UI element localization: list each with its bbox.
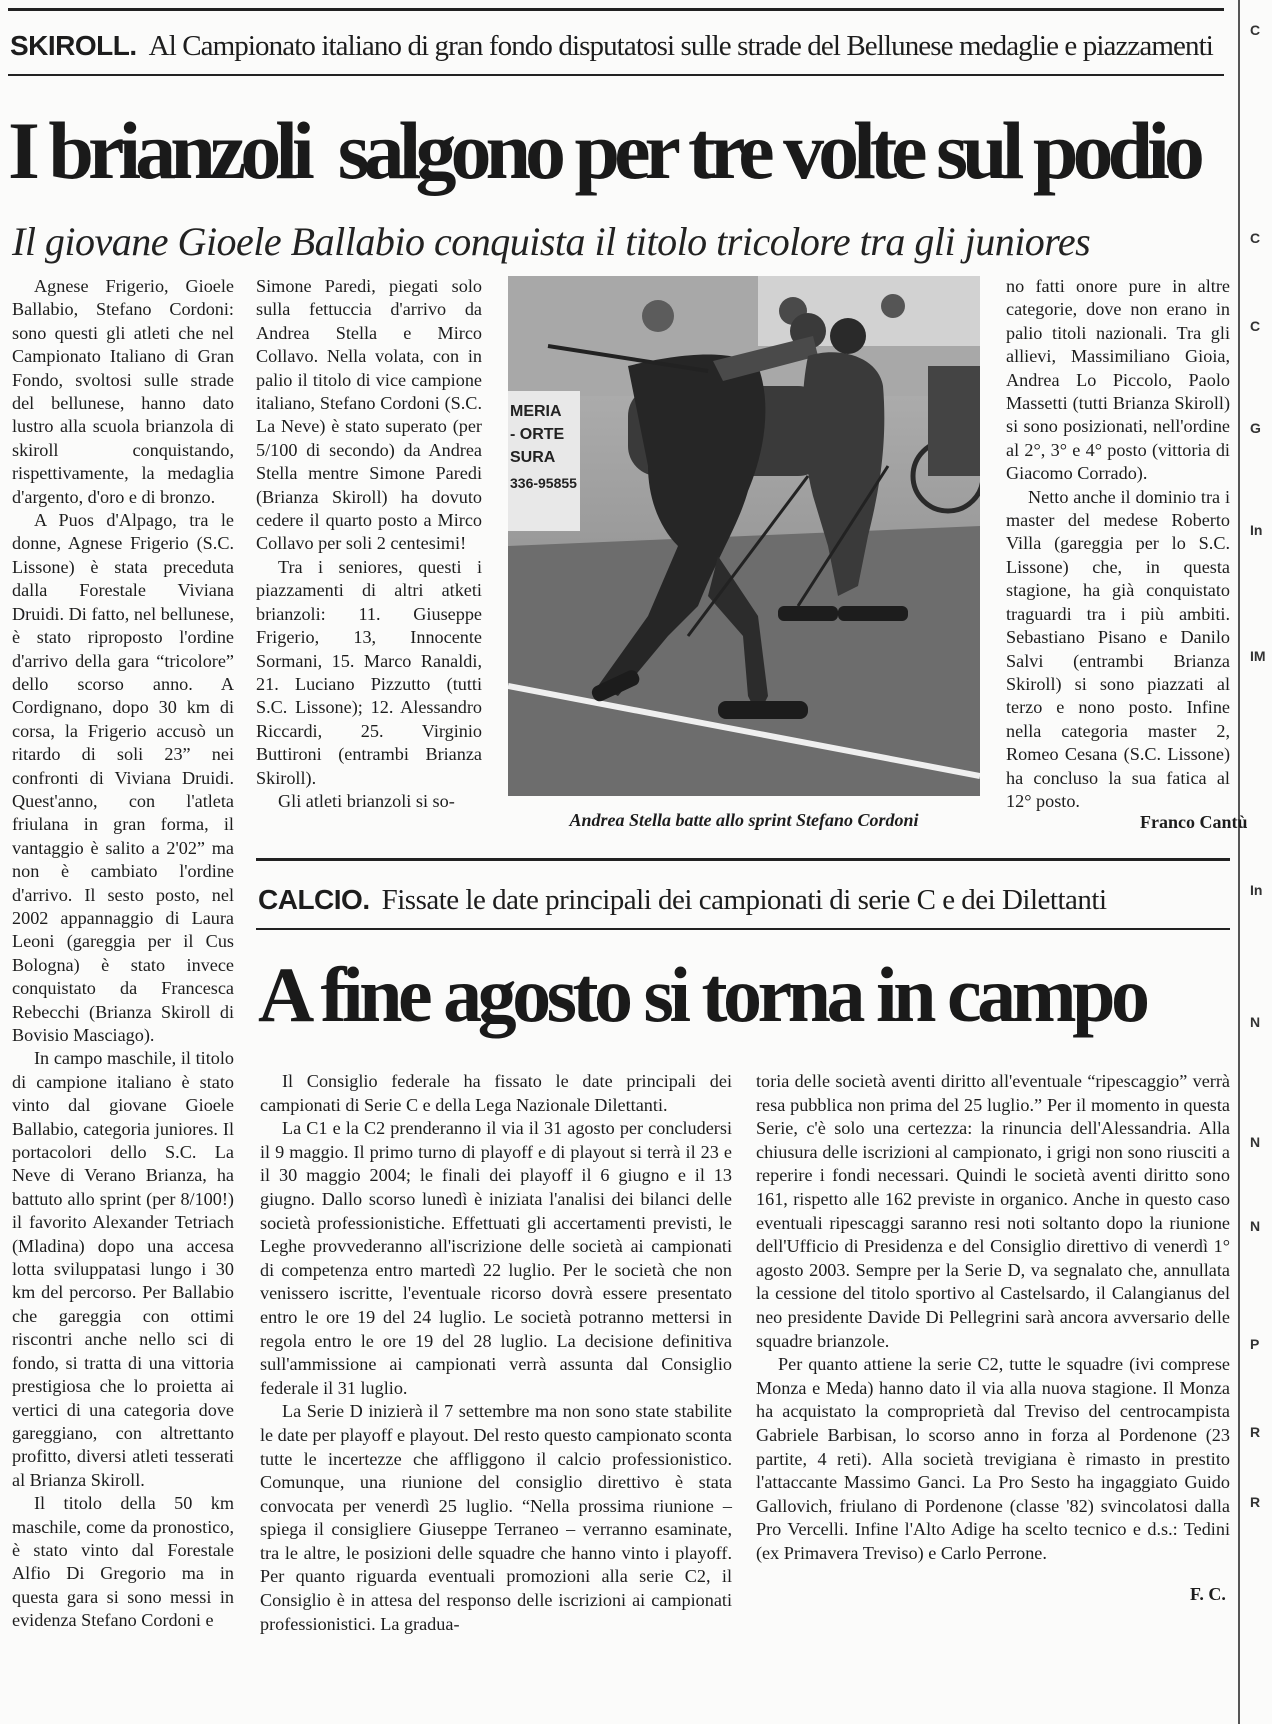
article1-kicker-text: Al Campionato italiano di gran fondo disputatosi sulle strade del Bellunese medaglie e piazzamenti: [148, 30, 1213, 62]
article2-colA-paragraph: La Serie D inizierà il 7 settembre ma non sono state stabilite le date per playoff e playout. Del resto questo campionato sconta tutte le incertezze che affliggono il calcio professionistico. Comunque, una riunione del consiglio direttivo è stata convocata per venerdì 25 luglio. “Nella prossima riunione – spiega il consigliere Giuseppe Terraneo – verranno esaminate, tra le altre, le posizioni delle squadre che hanno vinto i playoff. Per quanto riguarda eventuali promozioni alla serie C2, il Consiglio è in attesa del responso delle iscrizioni ai campionati professionistici. La gradua-: [260, 1401, 732, 1634]
article1-kicker-rule: [8, 74, 1224, 76]
margin-letter: In: [1250, 882, 1263, 898]
photo-sign-line: 336-95855: [510, 475, 577, 491]
article2-headline: A fine agosto si torna in campo: [258, 951, 1146, 1038]
article2-top-rule: [256, 858, 1230, 861]
article1-column-1: [12, 275, 234, 1633]
margin-letter: R: [1250, 1424, 1261, 1440]
margin-letter: N: [1250, 1014, 1261, 1030]
article2-column-a: [260, 1070, 732, 1636]
article1-kicker: [10, 30, 1213, 63]
margin-letter: C: [1250, 318, 1261, 334]
photo-sign-line: MERIA: [510, 403, 562, 420]
article2-byline: F. C.: [1190, 1584, 1226, 1604]
article1-col3-paragraph: no fatti onore pure in altre categorie, dove non erano in palio titoli nazionali. Tra gli allievi, Massimiliano Gioia, Andrea Lo Piccolo, Paolo Massetti (tutti Brianza Skiroll) si sono posizionati, nell'ordine al 2°, 3° e 4° posto (vittoria di Giacomo Corrado).: [1006, 276, 1230, 484]
article1-col2-paragraph: Gli atleti brianzoli si so-: [278, 790, 455, 811]
article1-col1-paragraph: A Puos d'Alpago, tra le donne, Agnese Frigerio (S.C. Lissone) è stata preceduta dalla Forestale Viviana Druidi. Di fatto, nel bellunese, è stato riproposto l'ordine d'arrivo della gara “tricolore” dello scorso anno. A Cordignano, dopo 30 km di corsa, la Frigerio accusò un ritardo di soli 23” nei confronti di Viviana Druidi. Quest'anno, con l'atleta friulana in gran forma, il vantaggio è salito a 2'02” ma non è cambiato l'ordine d'arrivo. Il sesto posto, nel 2002 appannaggio di Laura Leoni (gareggia per il Cus Bologna) è stato invece conquistato da Francesca Rebecchi (Brianza Skiroll di Bovisio Masciago).: [12, 510, 234, 1045]
photo-sign-line: SURA: [510, 449, 556, 466]
article1-col2-paragraph: Tra i seniores, questi i piazzamenti di altri atketi brianzoli: 11. Giuseppe Frigerio, 13, Innocente Sormani, 15. Marco Ranaldi, 21. Luciano Pizzutto (tutti S.C. Lissone); 12. Alessandro Riccardi, 25. Virginio Buttironi (entrambi Brianza Skiroll).: [256, 556, 482, 788]
margin-letter: P: [1250, 1336, 1260, 1352]
article1-column-3: [1006, 275, 1230, 813]
article2-colA-paragraph: Il Consiglio federale ha fissato le date principali dei campionati di Serie C e della Lega Nazionale Dilettanti.: [260, 1071, 732, 1115]
article1-col1-paragraph: Il titolo della 50 km maschile, come da pronostico, è stato vinto dal Forestale Alfio Di Gregorio ma in questa gara si sono messi in evidenza Stefano Cordoni e: [12, 1493, 234, 1631]
article1-col2-paragraph: Simone Paredi, piegati solo sulla fettuccia d'arrivo da Andrea Stella e Mirco Collavo. Nella volata, con in palio il titolo di vice campione italiano, Stefano Cordoni (S.C. La Neve) è stato superato (per 5/100 di secondo) da Andrea Stella mentre Simone Paredi (Brianza Skiroll) ha dovuto cedere il quarto posto a Mirco Collavo per soli 2 centesimi!: [256, 276, 482, 554]
article2-colB-paragraph: toria delle società aventi diritto all'eventuale “ripescaggio” verrà resa pubblica non prima del 25 luglio.” Per il momento in questa Serie, c'è solo una certezza: la rinuncia dell'Alessandria. Alla chiusura delle iscrizioni al campionato, i grigi non sono riusciti a reperire i fondi necessari. Quindi le società aventi diritto sono 161, rispetto alle 162 previste in organico. Anche in questo caso eventuali ripescaggi saranno resi noti soltanto dopo la riunione dell'Ufficio di Presidenza e del Consiglio direttivo di venerdì 1° agosto 2003. Sempre per la Serie D, va segnalato che, annullata la cessione del titolo sportivo al Castelsardo, il Calangianus del neo presidente Davide Di Pellegrini sarà ancora avversario delle squadre brianzole.: [756, 1071, 1230, 1351]
article1-kicker-tag: SKIROLL.: [10, 30, 137, 61]
margin-letter: N: [1250, 1134, 1261, 1150]
top-rule: [8, 8, 1224, 11]
article2-kicker-rule: [256, 928, 1230, 930]
right-column-rule: [1238, 0, 1240, 1724]
margin-letter: N: [1250, 1218, 1261, 1234]
article1-headline: I brianzoli salgono per tre volte sul podio: [8, 105, 1199, 196]
article1-byline: Franco Cantù: [1140, 812, 1248, 832]
article2-kicker-tag: CALCIO.: [258, 884, 370, 915]
article1-col1-paragraph: Agnese Frigerio, Gioele Ballabio, Stefano Cordoni: sono questi gli atleti che nel Campionato Italiano di Gran Fondo, svoltosi sulle strade del bellunese, hanno dato lustro alla scuola brianzola di skiroll conquistando, rispettivamente, la medaglia d'argento, d'oro e di bronzo.: [12, 276, 234, 507]
photo-sign-line: - ORTE: [510, 426, 565, 443]
article1-column-2: [256, 275, 482, 813]
article2-colA-paragraph: La C1 e la C2 prenderanno il via il 31 agosto per concludersi il 9 maggio. Il primo turno di playoff e di playout si terrà il 23 e il 30 maggio 2004; le finali dei playoff il 6 giugno e il 13 giugno. Dallo scorso lunedì è iniziata l'analisi dei bilanci delle società professionistiche. Effettuati gli accertamenti previsti, le Leghe provvederanno all'iscrizione delle società ai campionati di competenza entro martedì 22 luglio. Per le società che non venissero iscritte, l'eventuale ricorso dovrà essere presentato entro le ore 19 del 24 luglio. Le società potranno mettersi in regola entro le ore 19 del 28 luglio. La decisione definitiva sull'ammissione ai campionati verrà assunta dal Consiglio federale il 31 luglio.: [260, 1118, 732, 1398]
photo-caption: Andrea Stella batte allo sprint Stefano Cordoni: [569, 810, 919, 830]
margin-letter: C: [1250, 230, 1261, 246]
article2-column-b: [756, 1070, 1230, 1565]
skiroll-sprint-photo: [508, 276, 980, 796]
article2-colB-paragraph: Per quanto attiene la serie C2, tutte le squadre (ivi comprese Monza e Meda) hanno dato il via alla nuova stagione. Il Monza ha acquistato la comproprietà dal Treviso del centrocampista Gabriele Barbisan, lo scorso anno in forza al Pordenone (23 partite, 4 reti). Alla società trevigiana è rimasto in prestito l'attaccante Massimo Ganci. La Pro Sesto ha ingaggiato Guido Gallovich, friulano di Pordenone (classe '82) svincolatosi dalla Pro Vercelli. Infine l'Alto Adige ha scelto tecnico e d.s.: Tedini (ex Primavera Treviso) e Carlo Perrone.: [756, 1354, 1230, 1563]
margin-letter: R: [1250, 1494, 1261, 1510]
article1-subhead: Il giovane Gioele Ballabio conquista il titolo tricolore tra gli juniores: [12, 219, 1091, 264]
photo-illustration: [508, 276, 980, 796]
article1-col3-paragraph: Netto anche il dominio tra i master del medese Roberto Villa (gareggia per lo S.C. Lissone) che, in questa stagione, ha già conquistato traguardi tra i più ambiti. Sebastiano Pisano e Danilo Salvi (entrambi Brianza Skiroll) si sono piazzati al terzo e nono posto. Infine nella categoria master 2, Romeo Cesana (S.C. Lissone) ha concluso la sua fatica al 12° posto.: [1006, 486, 1230, 811]
margin-letter: IM: [1250, 648, 1266, 664]
margin-letter: C: [1250, 22, 1261, 38]
article2-kicker-text: Fissate le date principali dei campionati di serie C e dei Dilettanti: [381, 884, 1107, 916]
article1-col1-paragraph: In campo maschile, il titolo di campione italiano è stato vinto dal giovane Gioele Ballabio, categoria juniores. Il portacolori dello S.C. La Neve di Verano Brianza, ha battuto allo sprint (per 8/100!) il favorito Alexander Tetriach (Mladina) dopo una accesa lotta sviluppatasi lungo i 30 km del percorso. Per Ballabio che gareggia con ottimi riscontri anche nello sci di fondo, si tratta di una vittoria prestigiosa che lo proietta ai vertici di una categoria dove gareggiano, con altrettanto profitto, diversi atleti tesserati al Brianza Skiroll.: [12, 1048, 234, 1490]
article2-kicker: [258, 884, 1107, 917]
margin-letter: In: [1250, 522, 1263, 538]
margin-letter: G: [1250, 420, 1261, 436]
